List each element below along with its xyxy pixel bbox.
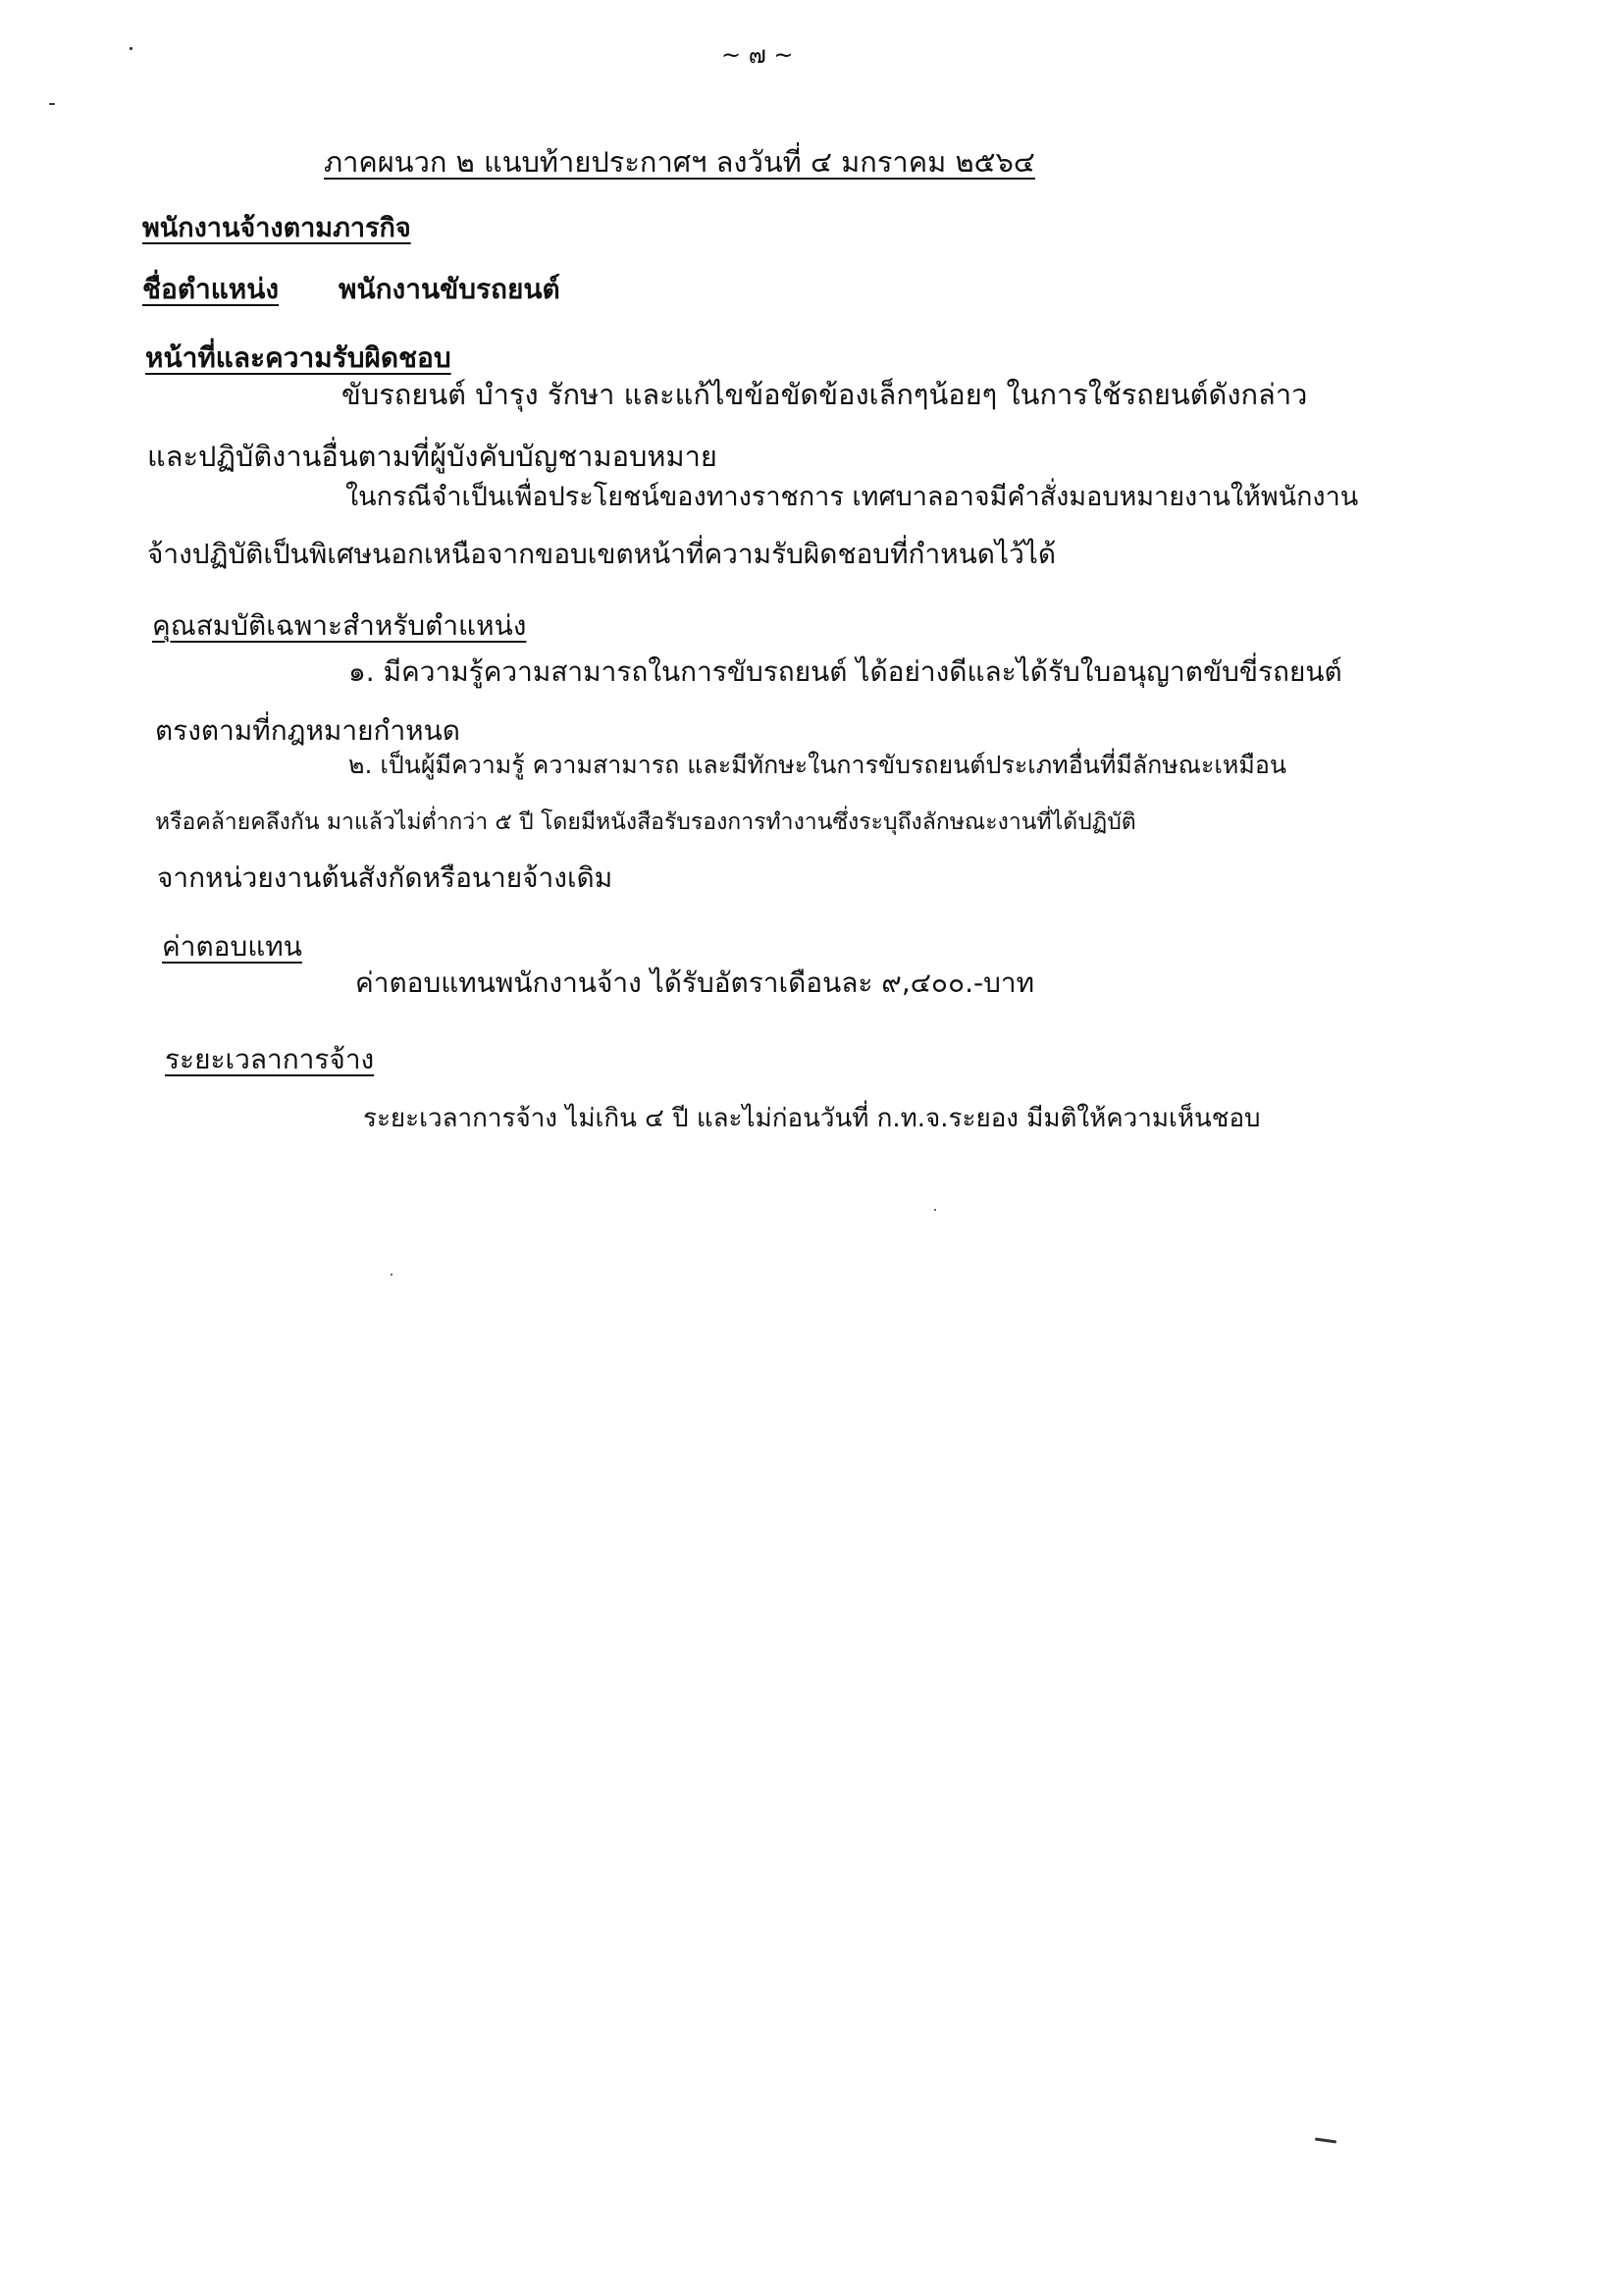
qualification-item-1-line2: ตรงตามที่กฎหมายกำหนด xyxy=(155,714,460,747)
qualification-item-1-line1: ๑. มีความรู้ความสามารถในการขับรถยนต์ ได้อย่างดีและได้รับใบอนุญาตขับขี่รถยนต์ xyxy=(348,655,1342,688)
duties-p2-line2: จ้างปฏิบัติเป็นพิเศษนอกเหนือจากขอบเขตหน้าที่ความรับผิดชอบที่กำหนดไว้ได้ xyxy=(147,538,1057,570)
scan-speck xyxy=(130,47,132,50)
compensation-heading: ค่าตอบแทน xyxy=(162,930,302,963)
position-value: พนักงานขับรถยนต์ xyxy=(339,273,560,305)
qualification-item-2-line1: ๒. เป็นผู้มีความรู้ ความสามารถ และมีทักษะในการขับรถยนต์ประเภทอื่นที่มีลักษณะเหมือน xyxy=(348,751,1286,779)
duties-heading: หน้าที่และความรับผิดชอบ xyxy=(145,341,451,374)
scan-speck xyxy=(391,1274,393,1276)
qualification-item-2-line3: จากหน่วยงานต้นสังกัดหรือนายจ้างเดิม xyxy=(157,861,613,894)
annex-title: ภาคผนวก ๒ แนบท้ายประกาศฯ ลงวันที่ ๔ มกราคม ๒๕๖๔ xyxy=(324,145,1035,179)
compensation-text: ค่าตอบแทนพนักงานจ้าง ได้รับอัตราเดือนละ ๙,๔๐๐.-บาท xyxy=(355,966,1035,999)
qualifications-heading: คุณสมบัติเฉพาะสำหรับตำแหน่ง xyxy=(152,609,527,642)
qualification-item-2-line2: หรือคล้ายคลึงกัน มาแล้วไม่ต่ำกว่า ๕ ปี โดยมีหนังสือรับรองการทำงานซึ่งระบุถึงลักษณะงานที่ได้ปฏิบัติ xyxy=(155,809,1136,835)
duties-p2-line1: ในกรณีจำเป็นเพื่อประโยชน์ของทางราชการ เทศบาลอาจมีคำสั่งมอบหมายงานให้พนักงาน xyxy=(345,482,1359,512)
position-label: ชื่อตำแหน่ง xyxy=(142,273,280,305)
scan-speck xyxy=(1315,2137,1336,2143)
page-number: ~ ๗ ~ xyxy=(721,41,794,69)
employment-period-heading: ระยะเวลาการจ้าง xyxy=(165,1043,375,1075)
duties-p1-line1: ขับรถยนต์ บำรุง รักษา และแก้ไขข้อขัดข้องเล็กๆน้อยๆ ในการใช้รถยนต์ดังกล่าว xyxy=(341,378,1308,411)
scan-speck xyxy=(934,1209,936,1211)
duties-p1-line2: และปฏิบัติงานอื่นตามที่ผู้บังคับบัญชามอบหมาย xyxy=(147,440,717,473)
employment-period-text: ระยะเวลาการจ้าง ไม่เกิน ๔ ปี และไม่ก่อนวันที่ ก.ท.จ.ระยอง มีมติให้ความเห็นชอบ xyxy=(363,1104,1261,1133)
scan-speck xyxy=(49,103,55,105)
employee-type-heading: พนักงานจ้างตามภารกิจ xyxy=(142,213,411,243)
